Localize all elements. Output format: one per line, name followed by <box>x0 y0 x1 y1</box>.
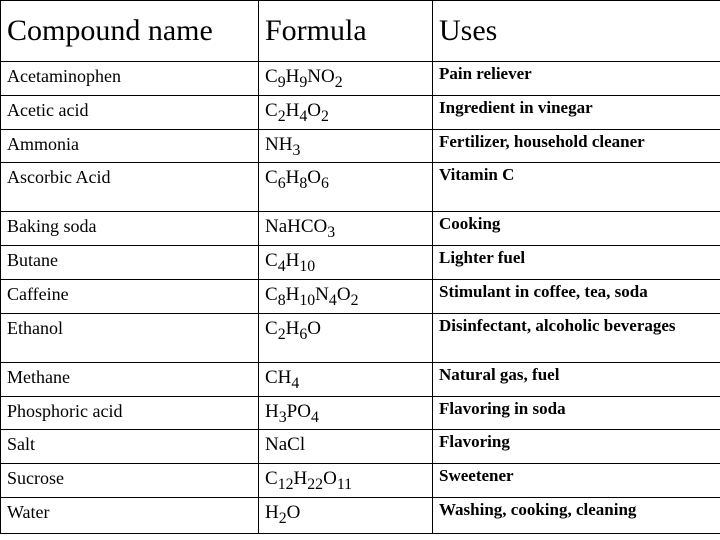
uses-cell: Pain reliever <box>433 62 720 96</box>
uses-cell: Washing, cooking, cleaning <box>433 497 720 533</box>
table-row <box>1 95 720 129</box>
uses-cell: Stimulant in coffee, tea, soda <box>433 279 720 313</box>
uses-cell: Flavoring in soda <box>433 396 720 430</box>
compound-name-cell: Salt <box>1 430 259 464</box>
table-row <box>1 212 720 246</box>
uses-cell: Flavoring <box>433 430 720 464</box>
formula-cell: $C_8H_{10}N_4O_2$ <box>259 279 433 313</box>
table-row <box>1 279 720 313</box>
header-row <box>1 1 720 62</box>
formula-cell: NaCl <box>259 430 433 464</box>
table-row <box>1 62 720 96</box>
compound-name-cell: Methane <box>1 362 259 396</box>
uses-cell: Lighter fuel <box>433 246 720 280</box>
table-row <box>1 497 720 533</box>
table-row <box>1 163 720 212</box>
uses-cell: Disinfectant, alcoholic beverages <box>433 313 720 362</box>
formula-cell: $C_2H_6O$ <box>259 313 433 362</box>
header-formula: Formula <box>259 1 433 62</box>
compound-name-cell: Ethanol <box>1 313 259 362</box>
uses-cell: Cooking <box>433 212 720 246</box>
header-uses: Uses <box>433 1 720 62</box>
formula-cell: $C_9H_9NO_2$ <box>259 62 433 96</box>
compound-name-cell: Caffeine <box>1 279 259 313</box>
uses-cell: Sweetener <box>433 464 720 498</box>
uses-cell: Natural gas, fuel <box>433 362 720 396</box>
header-compound-name: Compound name <box>1 1 259 62</box>
uses-cell: Fertilizer, household cleaner <box>433 129 720 163</box>
table-body <box>1 62 720 534</box>
uses-cell: Ingredient in vinegar <box>433 95 720 129</box>
compound-name-cell: Ammonia <box>1 129 259 163</box>
compound-name-cell: Baking soda <box>1 212 259 246</box>
formula-cell: $NH_3$ <box>259 129 433 163</box>
table-row <box>1 362 720 396</box>
compound-name-cell: Ascorbic Acid <box>1 163 259 212</box>
table-row <box>1 313 720 362</box>
table-row <box>1 430 720 464</box>
compound-name-cell: Acetaminophen <box>1 62 259 96</box>
compound-name-cell: Water <box>1 497 259 533</box>
compound-name-cell: Acetic acid <box>1 95 259 129</box>
compound-name-cell: Butane <box>1 246 259 280</box>
uses-cell: Vitamin C <box>433 163 720 212</box>
compound-name-cell: Phosphoric acid <box>1 396 259 430</box>
table-row <box>1 464 720 498</box>
formula-cell: $C_2H_4O_2$ <box>259 95 433 129</box>
formula-cell: $C_6H_8O_6$ <box>259 163 433 212</box>
table-row <box>1 396 720 430</box>
table-row <box>1 246 720 280</box>
formula-cell: $CH_4$ <box>259 362 433 396</box>
table-row <box>1 129 720 163</box>
compound-name-cell: Sucrose <box>1 464 259 498</box>
formula-cell: $C_4H_{10}$ <box>259 246 433 280</box>
formula-cell: NaHCO$_3$ <box>259 212 433 246</box>
formula-cell: $H_3PO_4$ <box>259 396 433 430</box>
formula-cell: $H_2O$ <box>259 497 433 533</box>
formula-cell: $C_{12}H_{22}O_{11}$ <box>259 464 433 498</box>
